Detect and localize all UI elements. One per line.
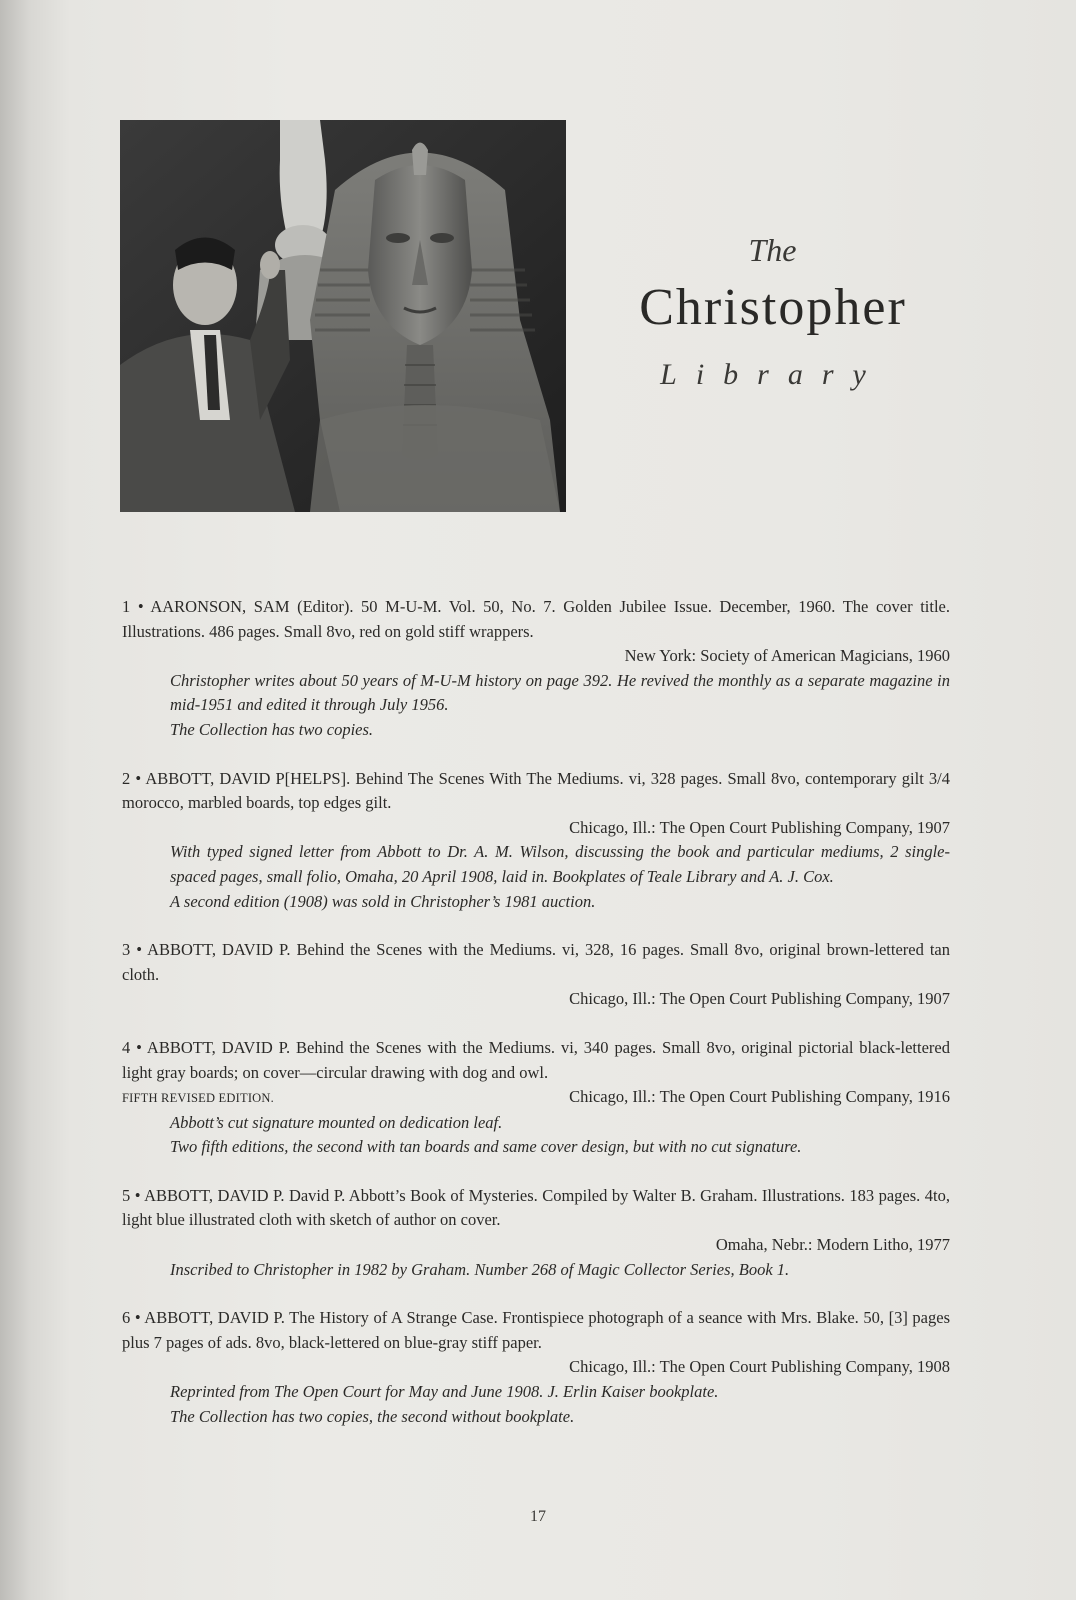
catalog-entry-4 — [122, 1036, 950, 1160]
entry-publisher: Chicago, Ill.: The Open Court Publishing Company, 1907 — [569, 989, 950, 1009]
entry-publisher-line — [122, 987, 950, 1012]
entry-note: The Collection has two copies. — [170, 719, 374, 739]
page-number: 17 — [530, 1508, 546, 1525]
entry-publisher-line — [122, 1085, 950, 1111]
entry-note: With typed signed letter from Abbott to Dr. A. M. Wilson, discussing the book and particular mediums, 2 single-spaced pages, small folio, Omaha, 20 April 1908, laid in. Bookplates of Teale Library and A. J. Cox. — [170, 842, 950, 886]
entry-description: 3 • ABBOTT, DAVID P. Behind the Scenes with the Mediums. vi, 328, 16 pages. Small 8vo, original brown-lettered tan cloth. — [122, 940, 950, 984]
entry-note: The Collection has two copies, the second without bookplate. — [170, 1406, 575, 1426]
entry-note: Two fifth editions, the second with tan boards and same cover design, but with no cut signature. — [170, 1137, 802, 1157]
entry-publisher-line — [122, 1355, 950, 1380]
title-the: The — [748, 232, 797, 268]
entry-edition: FIFTH REVISED EDITION. — [122, 1091, 274, 1106]
entry-publisher: Chicago, Ill.: The Open Court Publishing Company, 1908 — [569, 1357, 950, 1377]
title-library: Library — [660, 358, 885, 391]
entry-publisher-line — [122, 816, 950, 841]
catalog-entry-6 — [122, 1306, 950, 1429]
entry-publisher-line — [122, 644, 950, 669]
entry-publisher: Chicago, Ill.: The Open Court Publishing Company, 1916 — [569, 1087, 950, 1107]
catalog-entry-5 — [122, 1184, 950, 1282]
entry-note: Reprinted from The Open Court for May and June 1908. J. Erlin Kaiser bookplate. — [170, 1382, 719, 1402]
entry-description: 5 • ABBOTT, DAVID P. David P. Abbott’s Book of Mysteries. Compiled by Walter B. Graham. Illustrations. 183 pages. 4to, light blue illustrated cloth with sketch of author on cover. — [122, 1185, 950, 1230]
entry-description: 1 • AARONSON, SAM (Editor). 50 M-U-M. Vol. 50, No. 7. Golden Jubilee Issue. December, 1960. The cover title. Illustrations. 486 pages. Small 8vo, red on gold stiff wrappers. — [122, 597, 950, 641]
entry-publisher: Omaha, Nebr.: Modern Litho, 1977 — [715, 1235, 950, 1255]
entry-note: Abbott’s cut signature mounted on dedication leaf. — [170, 1112, 503, 1132]
catalog-entry-2 — [122, 767, 950, 915]
entry-note: A second edition (1908) was sold in Christopher’s 1981 auction. — [170, 891, 596, 911]
photo-pharaoh-statue — [120, 120, 566, 512]
entry-note: Inscribed to Christopher in 1982 by Graham. Number 268 of Magic Collector Series, Book 1. — [170, 1259, 790, 1279]
catalog-entries — [122, 595, 950, 1453]
title-christopher: Christopher — [639, 279, 907, 336]
entry-note: Christopher writes about 50 years of M-U-M history on page 392. He revived the monthly as a separate magazine in mid-1951 and edited it through July 1956. — [170, 670, 950, 715]
entry-description: 6 • ABBOTT, DAVID P. The History of A Strange Case. Frontispiece photograph of a seance with Mrs. Blake. 50, [3] pages plus 7 pages of ads. 8vo, black-lettered on blue-gray stiff paper. — [122, 1308, 950, 1352]
entry-publisher-line — [122, 1233, 950, 1258]
catalog-entry-3 — [122, 938, 950, 1012]
catalog-entry-1 — [122, 595, 950, 743]
entry-description: 4 • ABBOTT, DAVID P. Behind the Scenes with the Mediums. vi, 340 pages. Small 8vo, original pictorial black-lettered light gray boards; on cover—circular drawing with dog and owl. — [122, 1037, 950, 1082]
entry-publisher: Chicago, Ill.: The Open Court Publishing Company, 1907 — [569, 817, 950, 837]
entry-description: 2 • ABBOTT, DAVID P[HELPS]. Behind The Scenes With The Mediums. vi, 328 pages. Small 8vo, contemporary gilt 3/4 morocco, marbled boards, top edges gilt. — [122, 768, 950, 813]
entry-publisher: New York: Society of American Magicians, 1960 — [624, 646, 950, 666]
